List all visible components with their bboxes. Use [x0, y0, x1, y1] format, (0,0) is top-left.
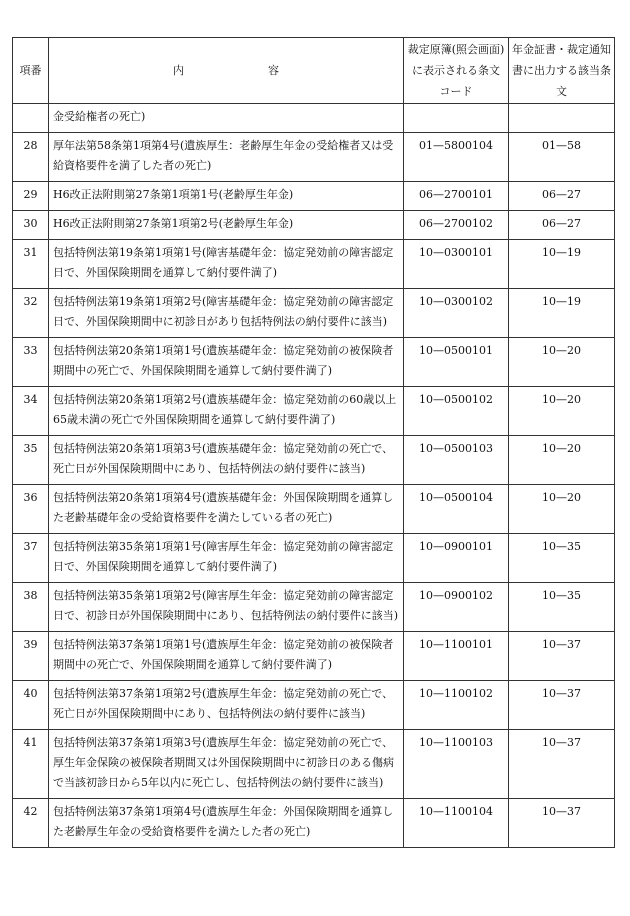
article-code: 06—2700102 [404, 211, 509, 240]
article-code [404, 104, 509, 133]
article-code: 10—0900101 [404, 534, 509, 583]
article-code: 10—0500102 [404, 387, 509, 436]
provision-text: 厚年法第58条第1項第4号(遺族厚生：老齢厚生年金の受給権者又は受給資格要件を満了した者の死亡) [49, 133, 404, 182]
certificate-article: 10—37 [509, 799, 615, 848]
provision-text: 包括特例法第20条第1項第1号(遺族基礎年金：協定発効前の被保険者期間中の死亡で、外国保険期間を通算して納付要件満了) [49, 338, 404, 387]
header-content [49, 38, 404, 104]
table-body [13, 104, 615, 848]
item-number: 39 [13, 632, 49, 681]
table-row [13, 104, 615, 133]
article-code: 10—0500104 [404, 485, 509, 534]
certificate-article [509, 104, 615, 133]
provision-text: 包括特例法第20条第1項第3号(遺族基礎年金：協定発効前の死亡で、死亡日が外国保険期間中にあり、包括特例法の納付要件に該当) [49, 436, 404, 485]
provision-text: 包括特例法第37条第1項第2号(遺族厚生年金：協定発効前の死亡で、死亡日が外国保険期間中にあり、包括特例法の納付要件に該当) [49, 681, 404, 730]
provision-text: 包括特例法第37条第1項第4号(遺族厚生年金：外国保険期間を通算した老齢厚生年金の受給資格要件を満たした者の死亡) [49, 799, 404, 848]
header-item-number: 項番 [13, 38, 49, 104]
item-number: 36 [13, 485, 49, 534]
article-code: 10—0500101 [404, 338, 509, 387]
certificate-article: 10—20 [509, 387, 615, 436]
provisions-table [12, 37, 615, 848]
table-row [13, 730, 615, 799]
item-number: 30 [13, 211, 49, 240]
provision-text: H6改正法附則第27条第1項第2号(老齢厚生年金) [49, 211, 404, 240]
item-number: 41 [13, 730, 49, 799]
provision-text: 包括特例法第20条第1項第4号(遺族基礎年金：外国保険期間を通算した老齢基礎年金の受給資格要件を満たしている者の死亡) [49, 485, 404, 534]
article-code: 10—0900102 [404, 583, 509, 632]
table-row [13, 799, 615, 848]
provision-text: 包括特例法第19条第1項第2号(障害基礎年金：協定発効前の障害認定日で、外国保険期間中に初診日があり包括特例法の納付要件に該当) [49, 289, 404, 338]
header-cert: 年金証書・裁定通知書に出力する該当条文 [509, 38, 615, 104]
item-number: 37 [13, 534, 49, 583]
header-content-label [131, 60, 321, 81]
table-row [13, 583, 615, 632]
certificate-article: 10—20 [509, 436, 615, 485]
header-content-left: 内 [173, 64, 184, 77]
item-number: 28 [13, 133, 49, 182]
certificate-article: 10—35 [509, 583, 615, 632]
table-row [13, 211, 615, 240]
item-number: 38 [13, 583, 49, 632]
provision-text: 包括特例法第19条第1項第1号(障害基礎年金：協定発効前の障害認定日で、外国保険期間を通算して納付要件満了) [49, 240, 404, 289]
article-code: 10—0300102 [404, 289, 509, 338]
provision-text: 包括特例法第35条第1項第2号(障害厚生年金：協定発効前の障害認定日で、初診日が外国保険期間中にあり、包括特例法の納付要件に該当) [49, 583, 404, 632]
provision-text: 包括特例法第37条第1項第3号(遺族厚生年金：協定発効前の死亡で、厚生年金保険の被保険者期間又は外国保険期間中に初診日のある傷病で当該初診日から5年以内に死亡し、包括特例法の納付要件に該当) [49, 730, 404, 799]
article-code: 10—1100101 [404, 632, 509, 681]
certificate-article: 01—58 [509, 133, 615, 182]
certificate-article: 10—37 [509, 730, 615, 799]
certificate-article: 10—19 [509, 240, 615, 289]
table-row [13, 240, 615, 289]
article-code: 10—1100102 [404, 681, 509, 730]
table-row [13, 338, 615, 387]
header-row [13, 38, 615, 104]
provision-text: H6改正法附則第27条第1項第1号(老齢厚生年金) [49, 182, 404, 211]
table-row [13, 133, 615, 182]
header-content-right: 容 [268, 64, 279, 77]
item-number [13, 104, 49, 133]
table-row [13, 681, 615, 730]
provision-text: 包括特例法第20条第1項第2号(遺族基礎年金：協定発効前の60歳以上65歳未満の死亡で外国保険期間を通算して納付要件満了) [49, 387, 404, 436]
table-row [13, 485, 615, 534]
header-code: 裁定原簿(照会画面)に表示される条文コード [404, 38, 509, 104]
certificate-article: 10—37 [509, 681, 615, 730]
item-number: 32 [13, 289, 49, 338]
article-code: 10—1100103 [404, 730, 509, 799]
article-code: 10—0300101 [404, 240, 509, 289]
certificate-article: 10—20 [509, 485, 615, 534]
table-row [13, 387, 615, 436]
table-row [13, 534, 615, 583]
certificate-article: 10—37 [509, 632, 615, 681]
table-row [13, 182, 615, 211]
item-number: 29 [13, 182, 49, 211]
item-number: 35 [13, 436, 49, 485]
item-number: 33 [13, 338, 49, 387]
item-number: 40 [13, 681, 49, 730]
article-code: 01—5800104 [404, 133, 509, 182]
article-code: 10—0500103 [404, 436, 509, 485]
certificate-article: 10—35 [509, 534, 615, 583]
article-code: 06—2700101 [404, 182, 509, 211]
certificate-article: 10—19 [509, 289, 615, 338]
table-row [13, 632, 615, 681]
certificate-article: 06—27 [509, 211, 615, 240]
table-row [13, 289, 615, 338]
item-number: 34 [13, 387, 49, 436]
provision-text: 金受給権者の死亡) [49, 104, 404, 133]
provision-text: 包括特例法第37条第1項第1号(遺族厚生年金：協定発効前の被保険者期間中の死亡で、外国保険期間を通算して納付要件満了) [49, 632, 404, 681]
table-header [13, 38, 615, 104]
article-code: 10—1100104 [404, 799, 509, 848]
provision-text: 包括特例法第35条第1項第1号(障害厚生年金：協定発効前の障害認定日で、外国保険期間を通算して納付要件満了) [49, 534, 404, 583]
item-number: 31 [13, 240, 49, 289]
table-row [13, 436, 615, 485]
item-number: 42 [13, 799, 49, 848]
certificate-article: 10—20 [509, 338, 615, 387]
certificate-article: 06—27 [509, 182, 615, 211]
